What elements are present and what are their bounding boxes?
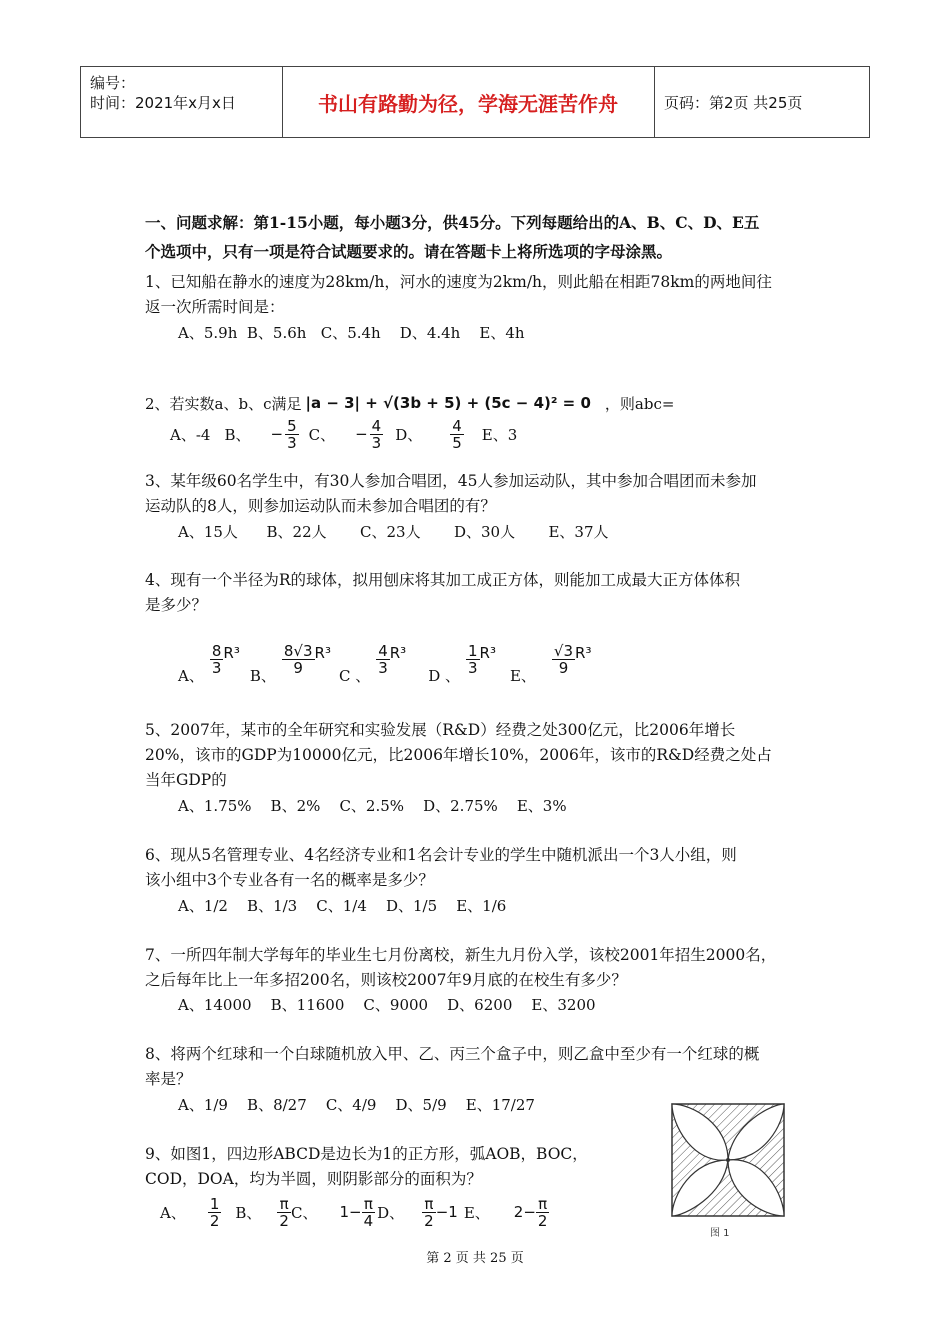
minus-sign: − <box>270 425 284 443</box>
option-e-prefix: 2− <box>513 1203 536 1221</box>
header-divider <box>869 67 870 137</box>
question-text: 当年GDP的 <box>145 771 227 789</box>
option-a-fraction: $\frac{8}{3}$ <box>211 642 222 677</box>
question-text: 之后每年比上一年多招200名，则该校2007年9月底的在校生有多少？ <box>145 971 627 989</box>
option-e-label: E、 <box>463 1203 490 1222</box>
option-d-label: D 、 <box>428 667 460 685</box>
question-6-options: A、1/2 B、1/3 C、1/4 D、1/5 E、1/6 <box>178 897 507 915</box>
page-header <box>80 66 870 138</box>
option-c-label: C 、 <box>338 667 371 685</box>
header-motto: 书山有路勤为径，学海无涯苦作舟 <box>318 91 618 116</box>
option-b-fraction: $\frac{5}{3}$ <box>287 416 297 452</box>
minus-sign: − <box>355 425 368 443</box>
question-text: 7、一所四年制大学每年的毕业生七月份离校，新生九月份入学，该校2001年招生2000名， <box>145 946 777 964</box>
option-e: E、3 <box>481 425 518 444</box>
question-text: 20%，该市的GDP为10000亿元，比2006年增长10%，2006年，该市的R&D经费之处占 <box>145 746 772 764</box>
option-c-prefix: 1− <box>339 1203 362 1221</box>
question-text: 是多少？ <box>145 596 208 614</box>
question-2-options <box>170 413 517 455</box>
section-heading-line: 个选项中，只有一项是符合试题要求的。请在答题卡上将所选项的字母涂黑。 <box>145 242 673 261</box>
question-text: 该小组中3个专业各有一名的概率是多少？ <box>145 871 434 889</box>
question-3 <box>145 469 815 519</box>
number-label: 编号： <box>90 74 136 92</box>
option-d-fraction: $\frac{4}{5}$ <box>452 416 462 452</box>
question-text: 5、2007年，某市的全年研究和实验发展（R&D）经费之处300亿元，比2006年增长 <box>145 721 736 739</box>
question-7-options: A、14000 B、11600 C、9000 D、6200 E、3200 <box>178 996 596 1014</box>
option-b-fraction: $\frac{8√3}{9}$ <box>283 642 313 677</box>
question-text: 运动队的8人，则参加运动队而未参加合唱团的有？ <box>145 497 496 515</box>
question-1-options: A、5.9h B、5.6h C、5.4h D、4.4h E、4h <box>178 324 525 342</box>
option-d-label: D、 <box>377 1203 405 1222</box>
header-divider <box>654 67 655 137</box>
question-1 <box>145 270 815 320</box>
question-text: 4、现有一个半径为R的球体，拟用刨床将其加工成正方体，则能加工成最大正方体体积 <box>145 571 741 589</box>
r-cubed: R³ <box>575 644 592 662</box>
option-e-fraction: $\frac{√3}{9}$ <box>553 642 574 677</box>
question-6 <box>145 843 815 893</box>
r-cubed: R³ <box>479 644 496 662</box>
option-e-label: E、 <box>509 667 536 685</box>
option-e-fraction: $\frac{\pi}{2}$ <box>537 1194 548 1230</box>
question-7 <box>145 943 815 993</box>
question-5-options: A、1.75% B、2% C、2.5% D、2.75% E、3% <box>178 797 567 815</box>
option-b-fraction: $\frac{\pi}{2}$ <box>279 1194 289 1230</box>
option-c-label: C、 <box>290 1203 318 1222</box>
option-d-suffix: −1 <box>435 1203 458 1221</box>
option-b-label: B、 <box>249 667 276 685</box>
equation: |a − 3| + √(3b + 5) + (5c − 4)² = 0 <box>305 394 591 412</box>
time-label: 时间：2021年x月x日 <box>90 94 236 112</box>
question-text: 9、如图1，四边形ABCD是边长为1的正方形，弧AOB，BOC， <box>145 1145 588 1163</box>
question-4 <box>145 568 815 618</box>
question-text: 返一次所需时间是： <box>145 298 285 316</box>
question-5 <box>145 718 815 793</box>
question-text: 3、某年级60名学生中，有30人参加合唱团，45人参加运动队，其中参加合唱团而未参加 <box>145 472 757 490</box>
question-8 <box>145 1042 815 1092</box>
question-text: 2、若实数a、b、c满足 <box>145 394 302 413</box>
question-3-options: A、15人 B、22人 C、23人 D、30人 E、37人 <box>178 523 609 541</box>
header-info <box>90 73 236 113</box>
option-c-fraction: $\frac{4}{3}$ <box>378 642 388 677</box>
section-heading-line: 一、问题求解：第1-15小题，每小题3分，供45分。下列每题给出的A、B、C、D、E五 <box>145 213 760 232</box>
question-text: 1、已知船在静水的速度为28km/h，河水的速度为2km/h，则此船在相距78km的两地间往 <box>145 273 772 291</box>
center-point-o <box>726 1158 730 1162</box>
r-cubed: R³ <box>223 644 240 662</box>
figure-caption: 图 1 <box>710 1228 730 1239</box>
option-c-fraction: $\frac{\pi}{4}$ <box>363 1194 374 1230</box>
header-divider <box>80 67 81 137</box>
option-a-label: A、 <box>178 667 204 685</box>
option-d-fraction: $\frac{\pi}{2}$ <box>424 1194 434 1230</box>
option-c-fraction: $\frac{4}{3}$ <box>371 416 382 452</box>
question-9-options <box>160 1190 549 1234</box>
option-b-label: B、 <box>235 1203 262 1222</box>
question-text: COD，DOA，均为半圆，则阴影部分的面积为？ <box>145 1170 482 1188</box>
option-a: A、-4 <box>170 425 211 444</box>
r-cubed: R³ <box>314 644 331 662</box>
question-4-options <box>178 636 591 686</box>
option-c-label: C、 <box>308 425 336 444</box>
option-b-label: B、 <box>224 425 251 444</box>
option-d-fraction: $\frac{1}{3}$ <box>467 642 478 677</box>
section-heading <box>145 208 815 266</box>
question-9 <box>145 1142 625 1192</box>
option-a-fraction: $\frac{1}{2}$ <box>209 1194 220 1230</box>
question-text: ，则abc= <box>604 394 675 413</box>
header-page-label: 页码：第2页 共25页 <box>664 93 803 112</box>
option-a-label: A、 <box>160 1203 186 1222</box>
question-text: 率是？ <box>145 1070 192 1088</box>
option-d-label: D、 <box>395 425 423 444</box>
question-8-options: A、1/9 B、8/27 C、4/9 D、5/9 E、17/27 <box>178 1096 535 1114</box>
question-text: 6、现从5名管理专业、4名经济专业和1名会计专业的学生中随机派出一个3人小组，则 <box>145 846 737 864</box>
figure-1-square-diagram <box>660 1094 800 1240</box>
page-footer: 第 2 页 共 25 页 <box>426 1251 524 1266</box>
r-cubed: R³ <box>389 644 407 662</box>
question-text: 8、将两个红球和一个白球随机放入甲、乙、丙三个盒子中，则乙盒中至少有一个红球的概 <box>145 1045 760 1063</box>
